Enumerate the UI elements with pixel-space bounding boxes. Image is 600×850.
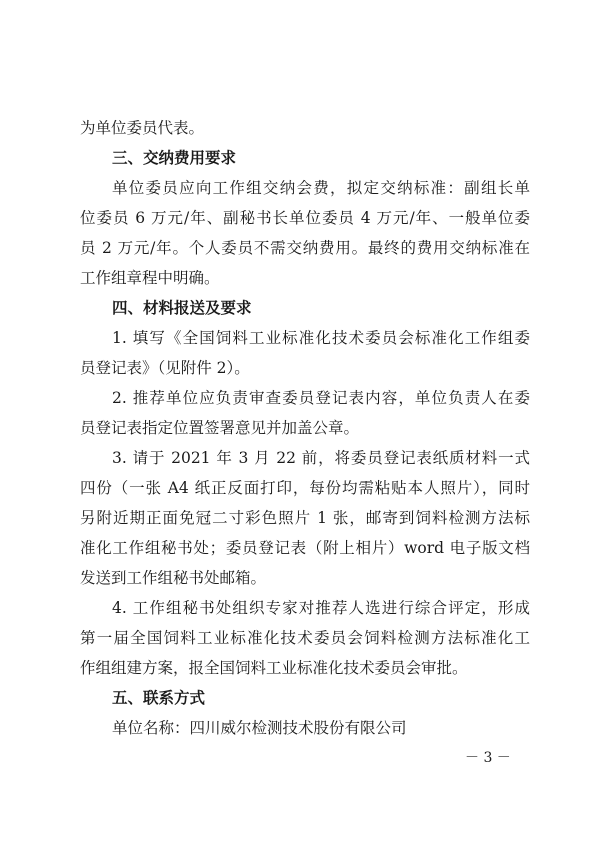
paragraph-line: 3. 请于 2021 年 3 月 22 前，将委员登记表纸质材料一式 — [112, 449, 530, 467]
paragraph-line: 员登记表》（见附件 2）。 — [80, 359, 250, 377]
paragraph-line: 为单位委员代表。 — [80, 119, 205, 137]
paragraph-line: 作组组建方案，报全国饲料工业标准化技术委员会审批。 — [80, 659, 468, 677]
paragraph-line: 单位委员应向工作组交纳会费，拟定交纳标准：副组长单 — [112, 179, 530, 197]
paragraph-line: 另附近期正面免冠二寸彩色照片 1 张，邮寄到饲料检测方法标 — [80, 509, 530, 527]
paragraph-line: 2. 推荐单位应负责审查委员登记表内容，单位负责人在委 — [112, 389, 530, 407]
paragraph-line: 发送到工作组秘书处邮箱。 — [80, 569, 267, 587]
page-number: － 3 － — [465, 750, 511, 766]
paragraph-line: 准化工作组秘书处；委员登记表（附上相片）word 电子版文档 — [80, 539, 530, 557]
paragraph-line: 四份（一张 A4 纸正反面打印，每份均需粘贴本人照片），同时 — [80, 479, 530, 497]
section-heading-contact: 五、联系方式 — [112, 689, 206, 707]
paragraph-line: 1. 填写《全国饲料工业标准化技术委员会标准化工作组委 — [112, 329, 530, 347]
section-heading-fees: 三、交纳费用要求 — [112, 149, 237, 167]
paragraph-line: 员登记表指定位置签署意见并加盖公章。 — [80, 419, 360, 437]
paragraph-line: 工作组章程中明确。 — [80, 269, 220, 287]
paragraph-line: 单位名称：四川威尔检测技术股份有限公司 — [112, 719, 407, 737]
paragraph-line: 4. 工作组秘书处组织专家对推荐人选进行综合评定，形成 — [112, 599, 530, 617]
paragraph-line: 第一届全国饲料工业标准化技术委员会饲料检测方法标准化工 — [80, 629, 530, 647]
paragraph-line: 员 2 万元/年。个人委员不需交纳费用。最终的费用交纳标准在 — [80, 239, 530, 257]
paragraph-line: 位委员 6 万元/年、副秘书长单位委员 4 万元/年、一般单位委 — [80, 209, 530, 227]
section-heading-materials: 四、材料报送及要求 — [112, 299, 252, 317]
